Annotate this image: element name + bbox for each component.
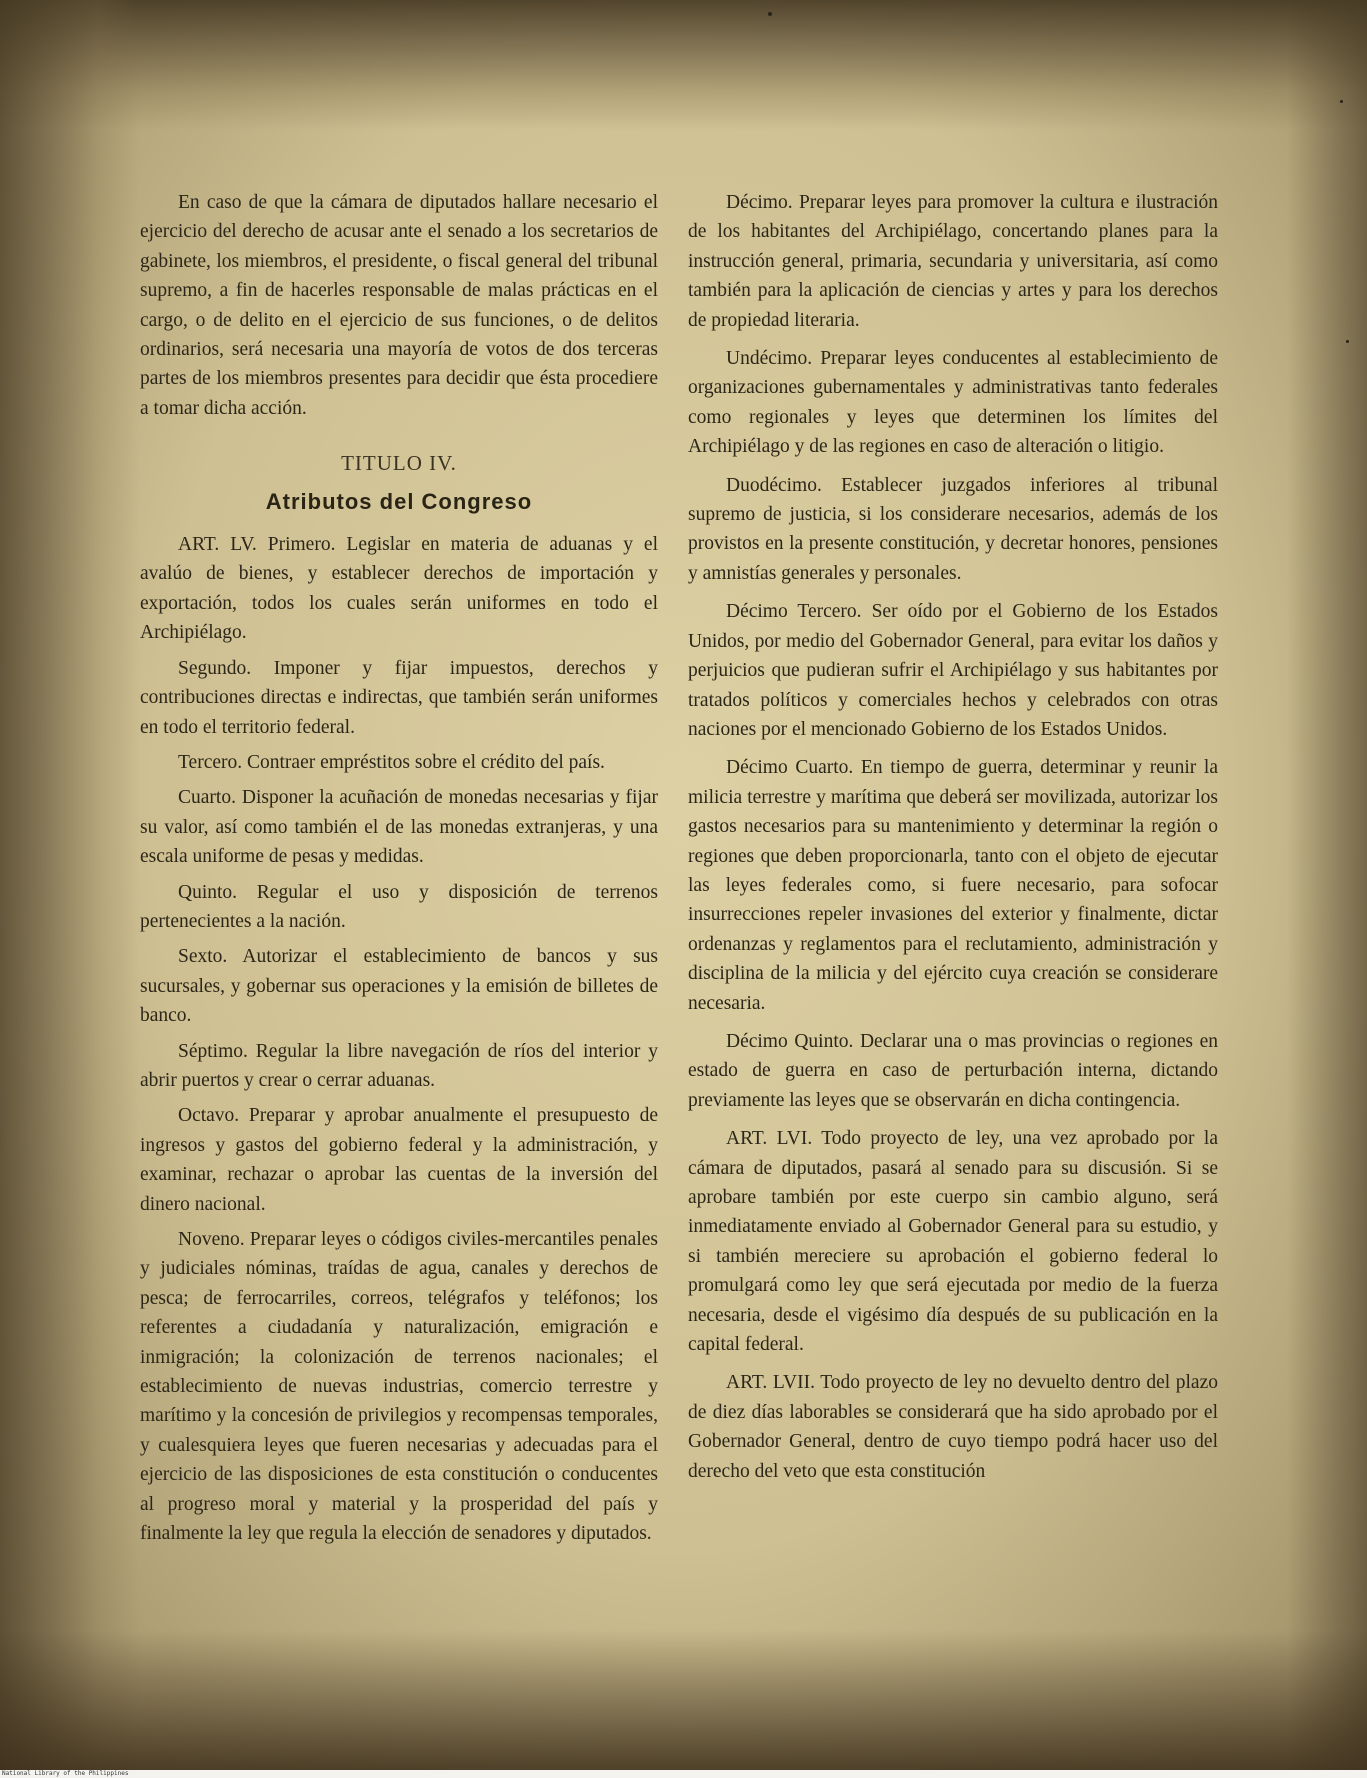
dust-speck bbox=[1346, 340, 1349, 343]
page-shadow-top bbox=[0, 0, 1367, 130]
article-paragraph: ART. LV. Primero. Legislar en materia de aduanas y el avalúo de bienes, y establecer derechos de importación y exportación, todos los cuales serán uniformes en todo el Archipiélago. bbox=[140, 534, 658, 644]
article-paragraph: Noveno. Preparar leyes o códigos civiles-mercantiles penales y judiciales nóminas, traídas de agua, canales y derechos de pesca; de ferrocarriles, correos, telégrafos y teléfonos; los referentes a ciudadanía y naturalización, emigración e inmigración; la colonización de terrenos nacionales; el establecimiento de nuevas industrias, comercio terrestre y marítimo y la concesión de privilegios y recompensas temporales, y cualesquiera leyes que fueren necesarias y adecuadas para el ejercicio de las disposiciones de esta constitución o conducentes al progreso moral y material y la prosperidad del país y finalmente la ley que regula la elección de senadores y diputados. bbox=[140, 1229, 658, 1545]
article-paragraph: Décimo Cuarto. En tiempo de guerra, determinar y reunir la milicia terrestre y marítima que deberá ser movilizada, autorizar los gastos necesarios para su mantenimiento y determinar la región o regiones que deben proporcionarla, tanto con el objeto de ejecutar las leyes federales como, si fuere necesario, para sofocar insurrecciones repeler invasiones del exterior y finalmente, dictar ordenanzas y reglamentos para el reclutamiento, administración y disciplina de la milicia y del ejército cuya creación se considerare necesaria. bbox=[688, 757, 1218, 1014]
article-paragraph: Segundo. Imponer y fijar impuestos, derechos y contribuciones directas e indirectas, que también serán uniformes en todo el territorio federal. bbox=[140, 657, 658, 738]
right-column bbox=[688, 188, 1218, 1495]
intro-paragraph: En caso de que la cámara de diputados hallare necesario el ejercicio del derecho de acusar ante el senado a los secretarios de gabinete, los miembros, el presidente, o fiscal general del tribunal supremo, a fin de hacerles responsable de malas prácticas en el cargo, o de delito en el ejercicio de sus funciones, o de delitos ordinarios, será necesaria una mayoría de votos de dos terceras partes de los miembros presentes para decidir que ésta procediere a tomar dicha acción. bbox=[140, 192, 658, 419]
dust-speck bbox=[1340, 100, 1343, 103]
page-shadow-right bbox=[1287, 0, 1367, 1770]
article-paragraph: Décimo. Preparar leyes para promover la cultura e ilustración de los habitantes del Archipiélago, concertando planes para la instrucción general, primaria, secundaria y universitaria, así como también para la aplicación de ciencias y artes y para los derechos de propiedad literaria. bbox=[688, 192, 1218, 331]
article-paragraph: Duodécimo. Establecer juzgados inferiores al tribunal supremo de justicia, si los considerare necesarios, además de los provistos en la presente constitución, y decretar honores, pensiones y amnistías generales y personales. bbox=[688, 474, 1218, 584]
dust-speck bbox=[768, 12, 772, 16]
title-number: TITULO IV. bbox=[341, 451, 457, 476]
article-paragraph: Séptimo. Regular la libre navegación de ríos del interior y abrir puertos y crear o cerrar aduanas. bbox=[140, 1040, 658, 1091]
page-shadow-bottom bbox=[0, 1630, 1367, 1770]
article-paragraph: Octavo. Preparar y aprobar anualmente el presupuesto de ingresos y gastos del gobierno federal y la administración, y examinar, rechazar o aprobar las cuentas de la inversión del dinero nacional. bbox=[140, 1105, 658, 1215]
article-paragraph: Undécimo. Preparar leyes conducentes al establecimiento de organizaciones gubernamentales y administrativas tanto federales como regionales y leyes que determinen los límites del Archipiélago y de las regiones en caso de alteración o litigio. bbox=[688, 348, 1218, 458]
article-paragraph: Décimo Tercero. Ser oído por el Gobierno de los Estados Unidos, por medio del Gobernador General, para evitar los daños y perjuicios que pudieran sufrir el Archipiélago y sus habitantes por tratados políticos y comerciales hechos y celebrados con otras naciones por el mencionado Gobierno de los Estados Unidos. bbox=[688, 601, 1218, 740]
article-paragraph: Sexto. Autorizar el establecimiento de bancos y sus sucursales, y gobernar sus operaciones y la emisión de billetes de banco. bbox=[140, 946, 658, 1027]
article-paragraph: Décimo Quinto. Declarar una o mas provincias o regiones en estado de guerra en caso de perturbación interna, dictando previamente las leyes que se observarán en dicha contingencia. bbox=[688, 1030, 1218, 1111]
article-paragraph: ART. LVII. Todo proyecto de ley no devuelto dentro del plazo de diez días laborables se considerará que ha sido aprobado por el Gobernador General, dentro de cuyo tiempo podrá hacer uso del derecho del veto que esta constitución bbox=[688, 1372, 1218, 1482]
article-paragraph: ART. LVI. Todo proyecto de ley, una vez aprobado por la cámara de diputados, pasará al senado para su discusión. Si se aprobare también por este cuerpo sin cambio alguno, será inmediatamente enviado al Gobernador General para su estudio, y si también mereciere su aprobación el gobierno federal lo promulgará como ley que será ejecutada por medio de la fuerza necesaria, desde el vigésimo día después de su publicación en la capital federal. bbox=[688, 1128, 1218, 1356]
left-column bbox=[140, 188, 658, 1554]
article-paragraph: Tercero. Contraer empréstitos sobre el crédito del país. bbox=[178, 751, 605, 773]
section-heading: Atributos del Congreso bbox=[265, 488, 533, 514]
article-paragraph: Cuarto. Disponer la acuñación de monedas necesarias y fijar su valor, así como también el de las monedas extranjeras, y una escala uniforme de pesas y medidas. bbox=[140, 787, 658, 868]
article-paragraph: Quinto. Regular el uso y disposición de terrenos pertenecientes a la nación. bbox=[140, 881, 658, 932]
page-shadow-left bbox=[0, 0, 140, 1770]
library-watermark: National Library of the Philippines bbox=[0, 1770, 1367, 1778]
